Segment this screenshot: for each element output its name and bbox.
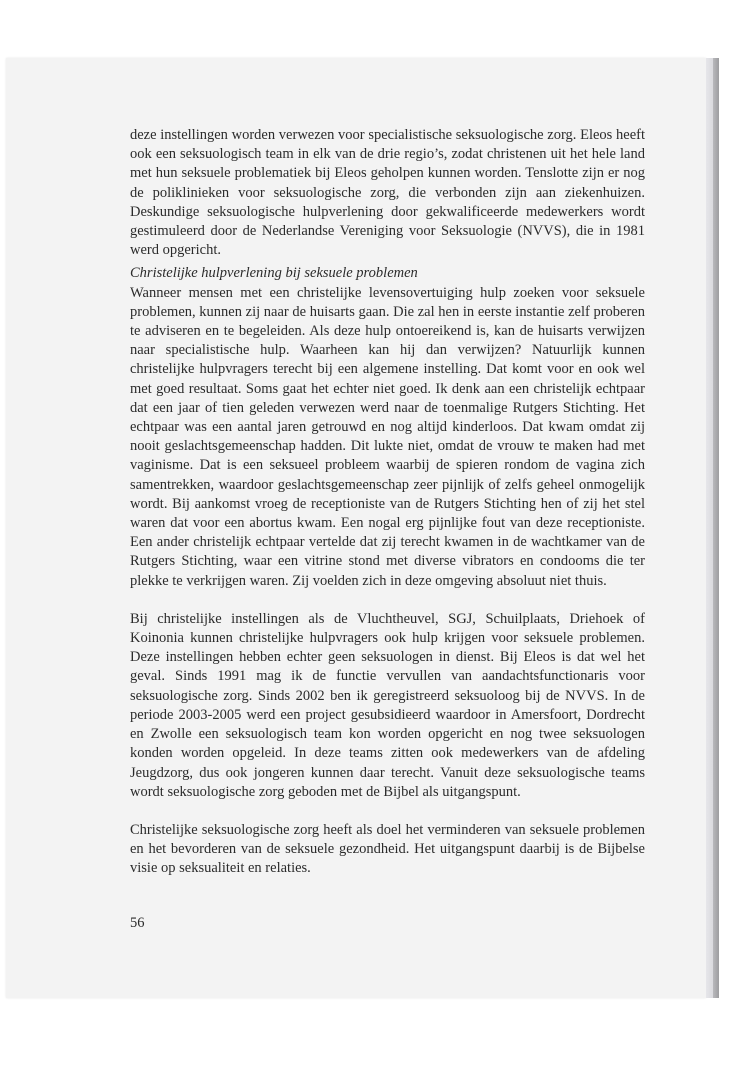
section-heading: Christelijke hulpverlening bij seksuele problemen <box>130 265 418 282</box>
page-edge-light <box>706 58 713 998</box>
page-edge-dark <box>713 58 719 998</box>
paragraph-huisarts: Wanneer mensen met een christelijke levensovertuiging hulp zoeken voor seksuele problemen, kunnen zij naar de huisarts gaan. Die zal hen in eerste instantie zelf proberen te adviseren en te begeleiden. Als deze hulp ontoereikend is, kan de huisarts verwijzen naar specialistische hulp. Waarheen kan hij dan verwijzen? Natuurlijk kunnen christelijke hulpvragers terecht bij een algemene instelling. Dat komt voor en ook wel met goed resultaat. Soms gaat het echter niet goed. Ik denk aan een christelijk echtpaar dat een jaar of tien geleden verwezen werd naar de toenmalige Rutgers Stichting. Het echtpaar was een aantal jaren getrouwd en nog altijd kinderloos. Dat kwam omdat zij nooit geslachtsgemeenschap hadden. Dit lukte niet, omdat de vrouw te maken had met vaginisme. Dat is een seksueel probleem waarbij de spieren rondom de vagina zich samentrekken, waardoor geslachtsgemeenschap zeer pijnlijk of zelfs geheel onmogelijk wordt. Bij aankomst vroeg de receptioniste van de Rutgers Stichting hen of zij het stel waren dat voor een abortus kwam. Een nogal erg pijnlijke fout van deze receptioniste. Een ander christelijk echtpaar vertelde dat zij terecht kwamen in de wachtkamer van de Rutgers Stichting, waar een vitrine stond met diverse vibrators en condooms die ter plekke te verkrijgen waren. Zij voelden zich in deze omgeving absoluut niet thuis. <box>130 284 645 589</box>
body-text <box>130 126 645 879</box>
paragraph-instellingen: Bij christelijke instellingen als de Vluchtheuvel, SGJ, Schuilplaats, Driehoek of Koinonia kunnen christelijke hulpvragers ook hulp krijgen voor seksuele problemen. Deze instellingen hebben echter geen seksuologen in dienst. Bij Eleos is dat wel het geval. Sinds 1991 mag ik de functie vervullen van aandachtsfunctionaris voor seksuologische zorg. Sinds 2002 ben ik geregistreerd seksuoloog bij de NVVS. In de periode 2003-2005 werd een project gesubsidieerd waardoor in Amersfoort, Dordrecht en Zwolle een seksuologisch team kon worden opgericht en nog twee seksuologen konden worden opgeleid. In deze teams zitten ook medewerkers van de afdeling Jeugdzorg, dus ook jongeren kunnen daar terecht. Vanuit deze seksuologische teams wordt seksuologische zorg geboden met de Bijbel als uitgangspunt. <box>130 610 645 800</box>
paragraph-continuation: deze instellingen worden verwezen voor specialistische seksuologische zorg. Eleos heeft ook een seksuologisch team in elk van de drie regio’s, zodat christenen uit het hele land met hun seksuele problematiek bij Eleos geholpen kunnen worden. Tenslotte zijn er nog de poliklinieken voor seksuologische zorg, die verbonden zijn aan ziekenhuizen. Deskundige seksuologische hulpverlening door gekwalificeerde medewerkers wordt gestimuleerd door de Nederlandse Vereniging voor Seksuologie (NVVS), die in 1981 werd opgericht. <box>130 127 645 259</box>
page-number: 56 <box>130 915 145 931</box>
paragraph-doel: Christelijke seksuologische zorg heeft als doel het verminderen van seksuele problemen en het bevorderen van de seksuele gezondheid. Het uitgangspunt daarbij is de Bijbelse visie op seksualiteit en relaties. <box>130 821 645 877</box>
